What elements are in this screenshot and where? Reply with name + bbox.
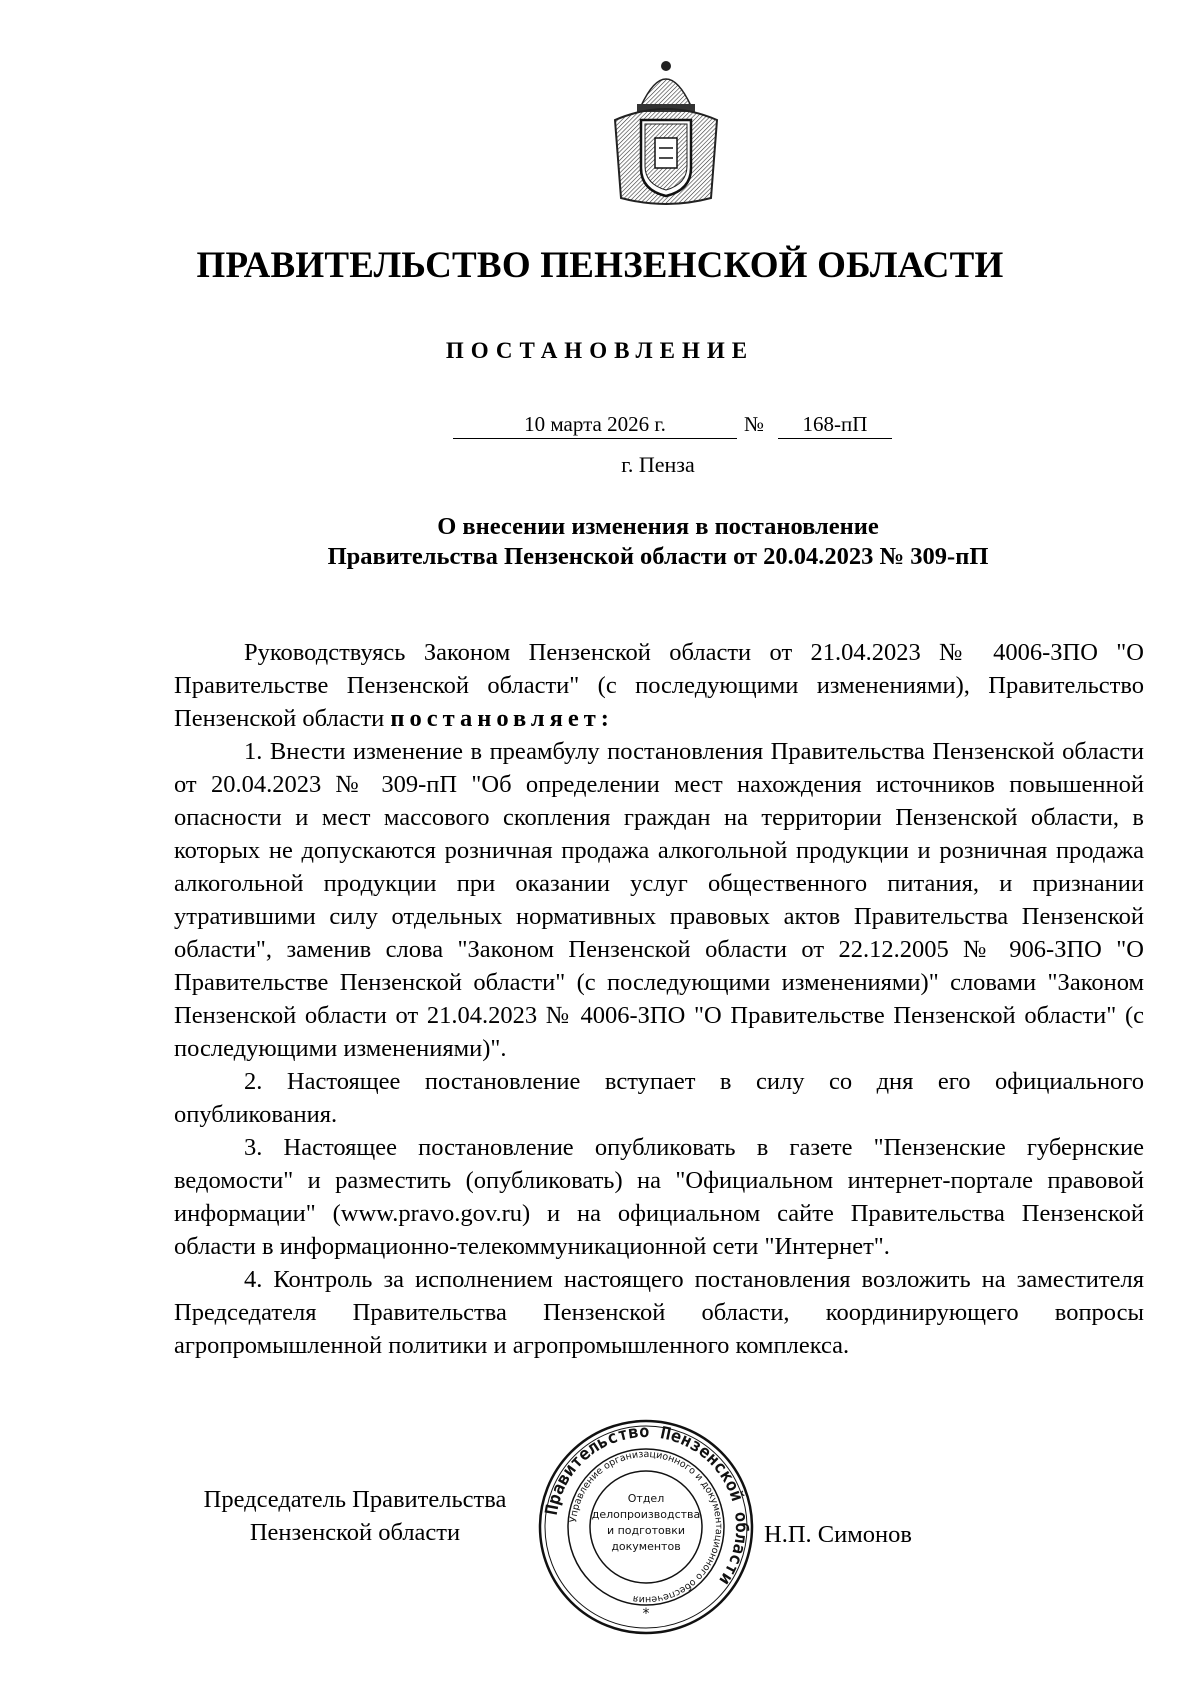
signatory-name: Н.П. Симонов [764, 1521, 912, 1548]
stamp-outer-text: Правительство Пензенской области [541, 1421, 752, 1589]
organization-title: ПРАВИТЕЛЬСТВО ПЕНЗЕНСКОЙ ОБЛАСТИ [196, 245, 1004, 286]
stamp-center-line-4: документов [611, 1540, 681, 1553]
official-stamp [537, 1418, 755, 1636]
position-line-2: Пензенской области [249, 1519, 461, 1546]
stamp-middle-text: Управление организационного и документационного обеспечения [568, 1448, 725, 1606]
subject-line-1: О внесении изменения в постановление [437, 513, 879, 540]
item-2: 2. Настоящее постановление вступает в силу со дня его официального опубликования. [174, 1068, 1144, 1128]
stamp-center-line-1: Отдел [627, 1492, 665, 1505]
preamble-paragraph [174, 636, 1144, 735]
item-4: 4. Контроль за исполнением настоящего постановления возложить на заместителя Председателя Правительства Пензенской области, координирующего вопросы агропромышленной политики и агропромышленного комплекса. [174, 1266, 1144, 1359]
coat-of-arms-emblem [607, 58, 725, 208]
document-type: ПОСТАНОВЛЕНИЕ [445, 338, 755, 363]
position-line-1: Председатель Правительства [203, 1486, 507, 1513]
stamp-star-icon: * [642, 1606, 650, 1622]
stamp-center-line-2: делопроизводства [591, 1508, 701, 1521]
decides-word: постановляет: [390, 705, 614, 732]
item-1: 1. Внести изменение в преамбулу постановления Правительства Пензенской области от 20.04.2023 № 309-пП "Об определении мест нахождения источников повышенной опасности и мест массового скопления граждан на территории Пензенской области, в которых не допускаются розничная продажа алкогольной продукции и розничная продажа алкогольной продукции при оказании услуг общественного питания, и признании утратившими силу отдельных нормативных правовых актов Правительства Пензенской области", заменив слова "Законом Пензенской области от 22.12.2005 № 906-ЗПО "О Правительстве Пензенской области" (с последующими изменениями)" словами "Законом Пензенской области от 21.04.2023 № 4006-ЗПО "О Правительстве Пензенской области" (с последующими изменениями)". [174, 738, 1144, 1062]
city: г. Пенза [621, 452, 695, 477]
document-date: 10 марта 2026 г. [453, 410, 737, 439]
preamble-text: Руководствуясь Законом Пензенской области от 21.04.2023 № 4006-ЗПО "О Правительстве Пензенской области" (с последующими изменениями), Правительство Пензенской области [174, 639, 1144, 732]
signatory-position [170, 1483, 540, 1549]
number-sign: № [744, 412, 765, 436]
stamp-center-line-3: и подготовки [606, 1524, 686, 1537]
document-number: 168-пП [778, 410, 892, 439]
item-3: 3. Настоящее постановление опубликовать в газете "Пензенские губернские ведомости" и разместить (опубликовать) на "Официальном интернет-портале правовой информации" (www.pravo.gov.ru) и на официальном сайте Правительства Пензенской области в информационно-телекоммуникационной сети "Интернет". [174, 1134, 1144, 1260]
document-body [174, 636, 1144, 1362]
subject-line-2: Правительства Пензенской области от 20.04.2023 № 309-пП [327, 543, 989, 570]
document-subject [0, 512, 1200, 572]
